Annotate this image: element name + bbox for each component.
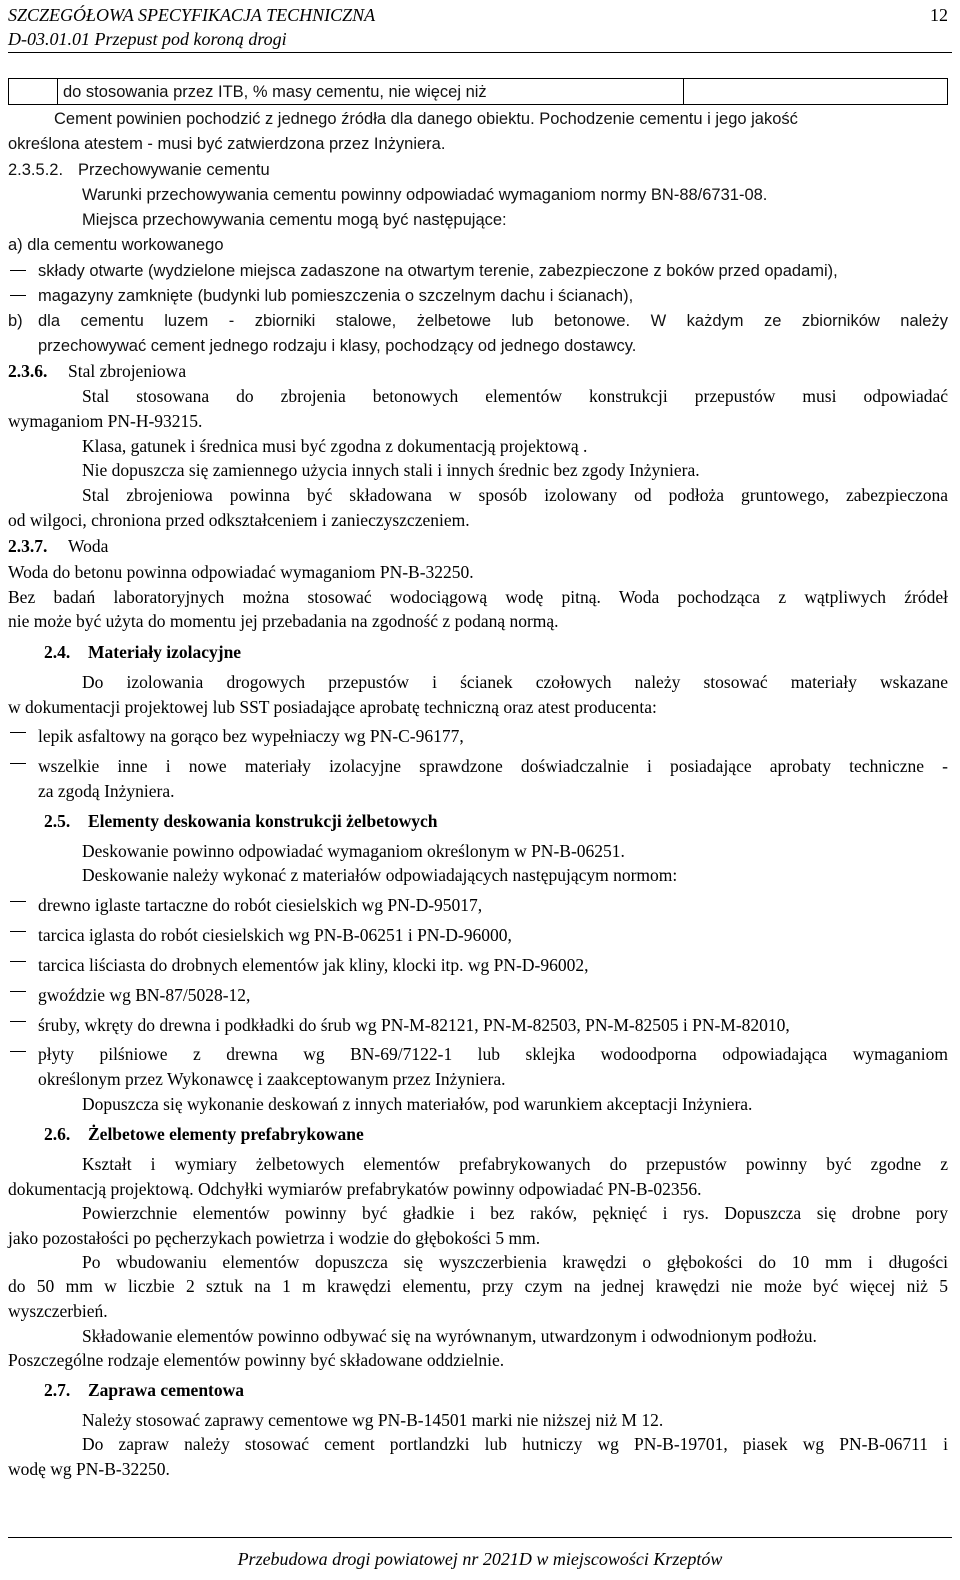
section-number: 2.4.: [44, 642, 71, 662]
dash-bullet-icon: [10, 1021, 26, 1022]
section-heading: Przechowywanie cementu: [78, 161, 270, 179]
page-number: 12: [930, 5, 948, 25]
dash-bullet-icon: [10, 991, 26, 992]
paragraph-line: Warunki przechowywania cementu powinny odpowiadać wymaganiom normy BN-88/6731-08.: [82, 186, 768, 204]
paragraph-line: nie może być użyta do momentu jej przebadania na zgodność z podaną normą.: [8, 611, 559, 631]
paragraph-line: Do izolowania drogowych przepustów i ścianek czołowych należy stosować materiały wskazane: [82, 672, 948, 692]
section-number: 2.3.7.: [8, 536, 48, 556]
paragraph-line: Woda do betonu powinna odpowiadać wymaganiom PN-B-32250.: [8, 562, 474, 582]
paragraph-line: Składowanie elementów powinno odbywać się na wyrównanym, utwardzonym i odwodnionym podłożu.: [82, 1326, 817, 1346]
paragraph-line: Do zapraw należy stosować cement portlandzki lub hutniczy wg PN-B-19701, piasek wg PN-B-06711 i: [82, 1434, 948, 1454]
paragraph-line: Cement powinien pochodzić z jednego źródła dla danego obiektu. Pochodzenie cementu i jego jakość: [54, 110, 798, 128]
paragraph-line: do 50 mm w liczbie 2 sztuk na 1 m krawędzi elementu, przy czym na jednej krawędzi nie może być więcej niż 5: [8, 1276, 948, 1296]
paragraph-line: wymaganiom PN-H-93215.: [8, 411, 203, 431]
list-item: wszelkie inne i nowe materiały izolacyjne sprawdzone doświadczalnie i posiadające aprobaty techniczne -: [38, 756, 948, 776]
section-heading: Materiały izolacyjne: [88, 642, 242, 662]
paragraph-line: Miejsca przechowywania cementu mogą być następujące:: [82, 211, 507, 229]
section-heading: Stal zbrojeniowa: [68, 361, 187, 381]
table-fragment: [8, 78, 948, 105]
paragraph-line: Należy stosować zaprawy cementowe wg PN-B-14501 marki nie niższej niż M 12.: [82, 1410, 664, 1430]
list-item: tarcica iglasta do robót ciesielskich wg PN-B-06251 i PN-D-96000,: [38, 925, 512, 945]
list-item: za zgodą Inżyniera.: [38, 781, 175, 801]
paragraph-line: jako pozostałości po pęcherzykach powietrza i wodzie do głębokości 5 mm.: [8, 1228, 541, 1248]
section-number: 2.5.: [44, 811, 71, 831]
dash-bullet-icon: [10, 931, 26, 932]
paragraph-line: Po wbudowaniu elementów dopuszcza się wyszczerbienia krawędzi o głębokości do 10 mm i długości: [82, 1252, 948, 1272]
table-col-divider: [683, 79, 684, 104]
section-heading: Woda: [68, 536, 109, 556]
section-number: 2.7.: [44, 1380, 71, 1400]
paragraph-line: Powierzchnie elementów powinny być gładkie i bez raków, pęknięć i rys. Dopuszcza się drobne pory: [82, 1203, 948, 1223]
list-item-label: a) dla cementu workowanego: [8, 236, 224, 254]
list-item: lepik asfaltowy na gorąco bez wypełniaczy wg PN-C-96177,: [38, 726, 464, 746]
dash-bullet-icon: [10, 732, 26, 733]
list-item: przechowywać cement jednego rodzaju i klasy, pochodzący od jednego dostawcy.: [38, 337, 637, 355]
dash-bullet-icon: [10, 295, 26, 296]
paragraph-line: Dopuszcza się wykonanie deskowań z innych materiałów, pod warunkiem akceptacji Inżyniera.: [82, 1094, 753, 1114]
list-item-label: b): [8, 312, 23, 330]
section-heading: Elementy deskowania konstrukcji żelbetowych: [88, 811, 438, 831]
section-number: 2.6.: [44, 1124, 71, 1144]
paragraph-line: Bez badań laboratoryjnych można stosować wodociągową wodę pitną. Woda pochodząca z wątpliwych źródeł: [8, 587, 948, 607]
paragraph-line: Kształt i wymiary żelbetowych elementów prefabrykowanych do przepustów powinny być zgodne z: [82, 1154, 948, 1174]
section-number: 2.3.6.: [8, 361, 48, 381]
list-item: dla cementu luzem - zbiorniki stalowe, żelbetowe lub betonowe. W każdym ze zbiorników należy: [38, 312, 948, 330]
section-heading: Żelbetowe elementy prefabrykowane: [88, 1124, 364, 1144]
paragraph-line: Nie dopuszcza się zamiennego użycia innych stali i innych średnic bez zgody Inżyniera.: [82, 460, 700, 480]
paragraph-line: dokumentacją projektową. Odchyłki wymiarów prefabrykatów powinny odpowiadać PN-B-02356.: [8, 1179, 702, 1199]
list-item: płyty pilśniowe z drewna wg BN-69/7122-1 lub sklejka wodoodporna odpowiadająca wymaganiom: [38, 1044, 948, 1064]
document-title: SZCZEGÓŁOWA SPECYFIKACJA TECHNICZNA: [8, 5, 376, 25]
table-col-divider: [57, 79, 58, 104]
dash-bullet-icon: [10, 901, 26, 902]
header-rule: [8, 52, 952, 53]
list-item: śruby, wkręty do drewna i podkładki do śrub wg PN-M-82121, PN-M-82503, PN-M-82505 i PN-M-82010,: [38, 1015, 790, 1035]
list-item: tarcica liściasta do drobnych elementów jak kliny, klocki itp. wg PN-D-96002,: [38, 955, 589, 975]
list-item: określonym przez Wykonawcę i zaakceptowanym przez Inżyniera.: [38, 1069, 506, 1089]
paragraph-line: określona atestem - musi być zatwierdzona przez Inżyniera.: [8, 135, 446, 153]
paragraph-line: wyszczerbień.: [8, 1301, 108, 1321]
paragraph-line: wodę wg PN-B-32250.: [8, 1459, 170, 1479]
paragraph-line: Deskowanie należy wykonać z materiałów odpowiadających następującym normom:: [82, 865, 678, 885]
list-item: składy otwarte (wydzielone miejsca zadaszone na otwartym terenie, zabezpieczone z boków przed opadami),: [38, 262, 838, 280]
list-item: magazyny zamknięte (budynki lub pomieszczenia o szczelnym dachu i ścianach),: [38, 287, 634, 305]
paragraph-line: Stal stosowana do zbrojenia betonowych elementów konstrukcji przepustów musi odpowiadać: [82, 386, 948, 406]
table-cell-text: do stosowania przez ITB, % masy cementu, nie więcej niż: [63, 83, 487, 101]
section-number: 2.3.5.2.: [8, 161, 64, 179]
paragraph-line: Stal zbrojeniowa powinna być składowana w sposób izolowany od podłoża gruntowego, zabezpieczona: [82, 485, 948, 505]
list-item: drewno iglaste tartaczne do robót ciesielskich wg PN-D-95017,: [38, 895, 483, 915]
paragraph-line: Deskowanie powinno odpowiadać wymaganiom określonym w PN-B-06251.: [82, 841, 625, 861]
dash-bullet-icon: [10, 961, 26, 962]
document-subtitle: D-03.01.01 Przepust pod koroną drogi: [8, 29, 287, 49]
dash-bullet-icon: [10, 270, 26, 271]
list-item: gwoździe wg BN-87/5028-12,: [38, 985, 251, 1005]
dash-bullet-icon: [10, 1051, 26, 1052]
paragraph-line: Klasa, gatunek i średnica musi być zgodna z dokumentacją projektową .: [82, 436, 588, 456]
section-heading: Zaprawa cementowa: [88, 1380, 245, 1400]
page-footer: Przebudowa drogi powiatowej nr 2021D w miejscowości Krzeptów: [237, 1549, 723, 1569]
paragraph-line: Poszczególne rodzaje elementów powinny być składowane oddzielnie.: [8, 1350, 505, 1370]
paragraph-line: w dokumentacji projektowej lub SST posiadające aprobatę techniczną oraz atest producenta:: [8, 697, 657, 717]
dash-bullet-icon: [10, 763, 26, 764]
paragraph-line: od wilgoci, chroniona przed odkształceniem i zanieczyszczeniem.: [8, 510, 470, 530]
footer-rule: [8, 1537, 952, 1538]
